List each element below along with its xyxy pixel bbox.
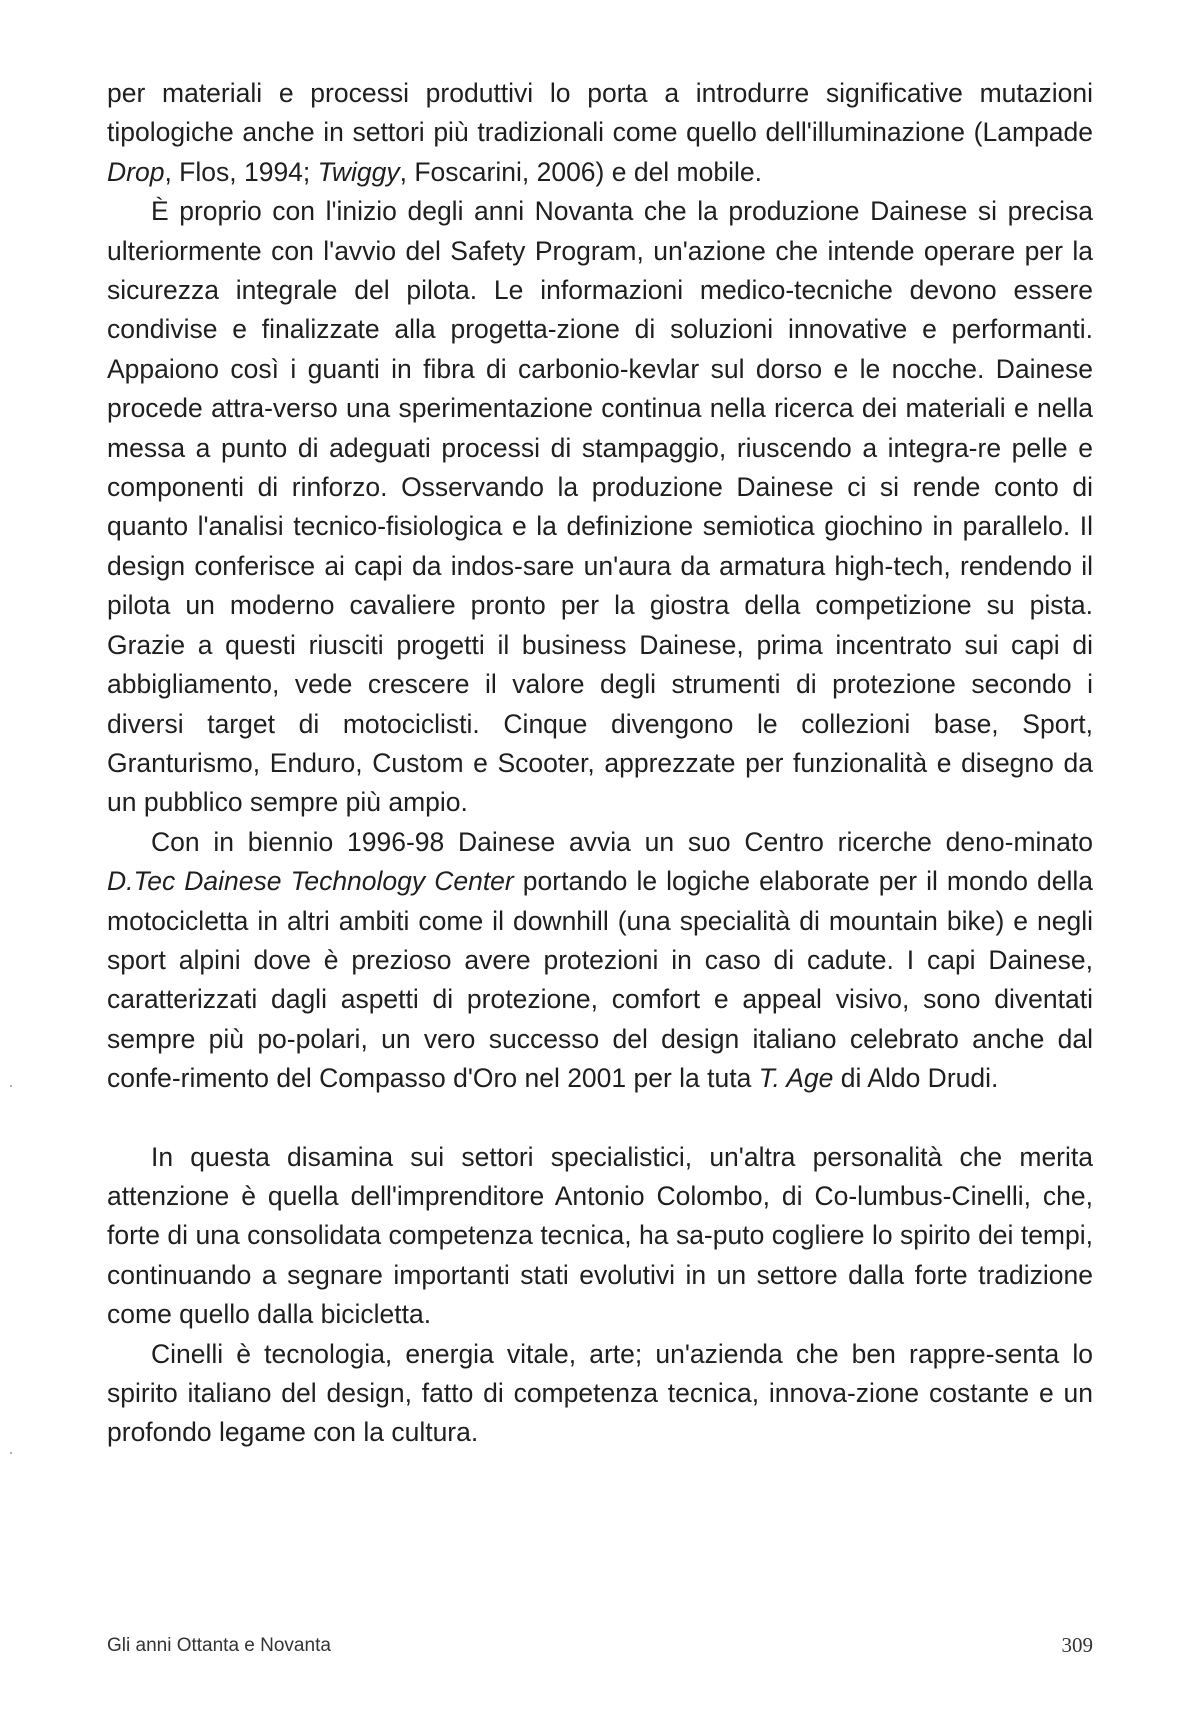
margin-speck bbox=[10, 1452, 12, 1454]
paragraph-5: Cinelli è tecnologia, energia vitale, arte; un'azienda che ben rappre-senta lo spirito italiano del design, fatto di competenza tecnica, innova-zione costante e un profondo legame con la cultura. bbox=[107, 1338, 1093, 1448]
paragraph-1: per materiali e processi produttivi lo porta a introdurre significative mutazioni tipologiche anche in settori più tradizionali come quello dell'illuminazione (Lampade Drop, Flos, 1994; Twiggy, Foscarini, 2006) e del mobile. bbox=[107, 78, 1093, 187]
page-footer bbox=[107, 1635, 1093, 1665]
paragraph-3: Con in biennio 1996-98 Dainese avvia un suo Centro ricerche deno-minato D.Tec Dainese Technology Center portando le logiche elaborate per il mondo della motocicletta in altri ambiti come il downhill (una specialità di mountain bike) e negli sport alpini dove è prezioso avere protezioni in caso di cadute. I capi Dainese, caratterizzati dagli aspetti di protezione, comfort e appeal visivo, sono diventati sempre più po-polari, un vero successo del design italiano celebrato anche dal confe-rimento del Compasso d'Oro nel 2001 per la tuta T. Age di Aldo Drudi. bbox=[107, 826, 1093, 1094]
paragraph-2: È proprio con l'inizio degli anni Novanta che la produzione Dainese si precisa ulteriormente con l'avvio del Safety Program, un'azione che intende operare per la sicurezza integrale del pilota. Le informazioni medico-tecniche devono essere condivise e finalizzate alla progetta-zione di soluzioni innovative e performanti. Appaiono così i guanti in fibra di carbonio-kevlar sul dorso e le nocche. Dainese procede attra-verso una sperimentazione continua nella ricerca dei materiali e nella messa a punto di adeguati processi di stampaggio, riuscendo a integra-re pelle e componenti di rinforzo. Osservando la produzione Dainese ci si rende conto di quanto l'analisi tecnico-fisiologica e la definizione semiotica giochino in parallelo. Il design conferisce ai capi da indos-sare un'aura da armatura high-tech, rendendo il pilota un moderno cavaliere pronto per la giostra della competizione su pista. Grazie a questi riusciti progetti il business Dainese, prima incentrato sui capi di abbigliamento, vede crescere il valore degli strumenti di protezione secondo i diversi target di motociclisti. Cinque divengono le collezioni base, Sport, Granturismo, Enduro, Custom e Scooter, apprezzate per funzionalità e disegno da un pubblico sempre più ampio. bbox=[107, 196, 1093, 818]
italic-twiggy: Twiggy bbox=[317, 156, 400, 187]
running-title: Gli anni Ottanta e Novanta bbox=[107, 1635, 331, 1656]
page-number: 309 bbox=[1061, 1633, 1093, 1657]
margin-speck bbox=[10, 1085, 12, 1087]
italic-dtec: D.Tec Dainese Technology Center bbox=[107, 866, 514, 897]
paragraph-4: In questa disamina sui settori specialistici, un'altra personalità che merita attenzione è quella dell'imprenditore Antonio Colombo, di Co-lumbus-Cinelli, che, forte di una consolidata competenza tecnica, ha sa-puto cogliere lo spirito dei tempi, continuando a segnare importanti stati evolutivi in un settore dalla forte tradizione come quello dalla bicicletta. bbox=[107, 1141, 1093, 1330]
italic-tage: T. Age bbox=[758, 1063, 834, 1094]
body-text bbox=[107, 74, 1093, 1453]
italic-drop: Drop bbox=[107, 156, 165, 187]
